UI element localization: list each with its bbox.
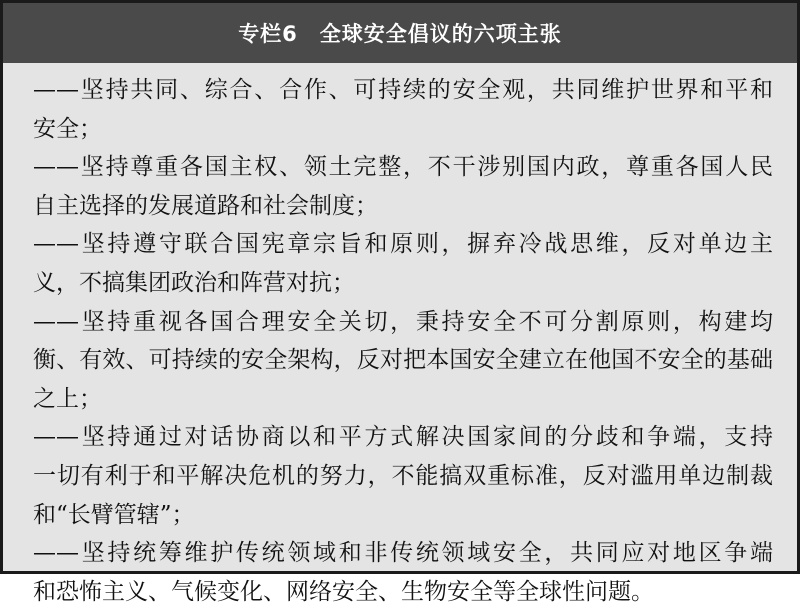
body-line: 自主选择的发展道路和社会制度； bbox=[33, 192, 378, 219]
box-title-bar bbox=[3, 3, 797, 63]
body-line: ——坚持通过对话协商以和平方式解决国家间的分歧和争端，支持 bbox=[33, 424, 773, 451]
box-body bbox=[33, 71, 773, 611]
body-line: 之上； bbox=[33, 385, 102, 412]
box-title: 专栏6 全球安全倡议的六项主张 bbox=[238, 22, 562, 46]
body-line: ——坚持重视各国合理安全关切，秉持安全不可分割原则，构建均 bbox=[33, 308, 773, 335]
body-line: 义，不搞集团政治和阵营对抗； bbox=[33, 269, 355, 296]
body-line: 和恐怖主义、气候变化、网络安全、生物安全等全球性问题。 bbox=[33, 578, 654, 605]
body-line: 一切有利于和平解决危机的努力，不能搞双重标准，反对滥用单边制裁 bbox=[33, 462, 773, 489]
body-line: ——坚持统筹维护传统领域和非传统领域安全，共同应对地区争端 bbox=[33, 540, 773, 567]
body-line: 衡、有效、可持续的安全架构，反对把本国安全建立在他国不安全的基础 bbox=[33, 347, 773, 374]
body-line: 和“长臂管辖”； bbox=[33, 501, 195, 528]
body-line: 安全； bbox=[33, 115, 102, 142]
body-line: ——坚持尊重各国主权、领土完整，不干涉别国内政，尊重各国人民 bbox=[33, 154, 773, 181]
body-line: ——坚持遵守联合国宪章宗旨和原则，摒弃冷战思维，反对单边主 bbox=[33, 231, 773, 258]
body-line: ——坚持共同、综合、合作、可持续的安全观，共同维护世界和平和 bbox=[33, 77, 773, 103]
